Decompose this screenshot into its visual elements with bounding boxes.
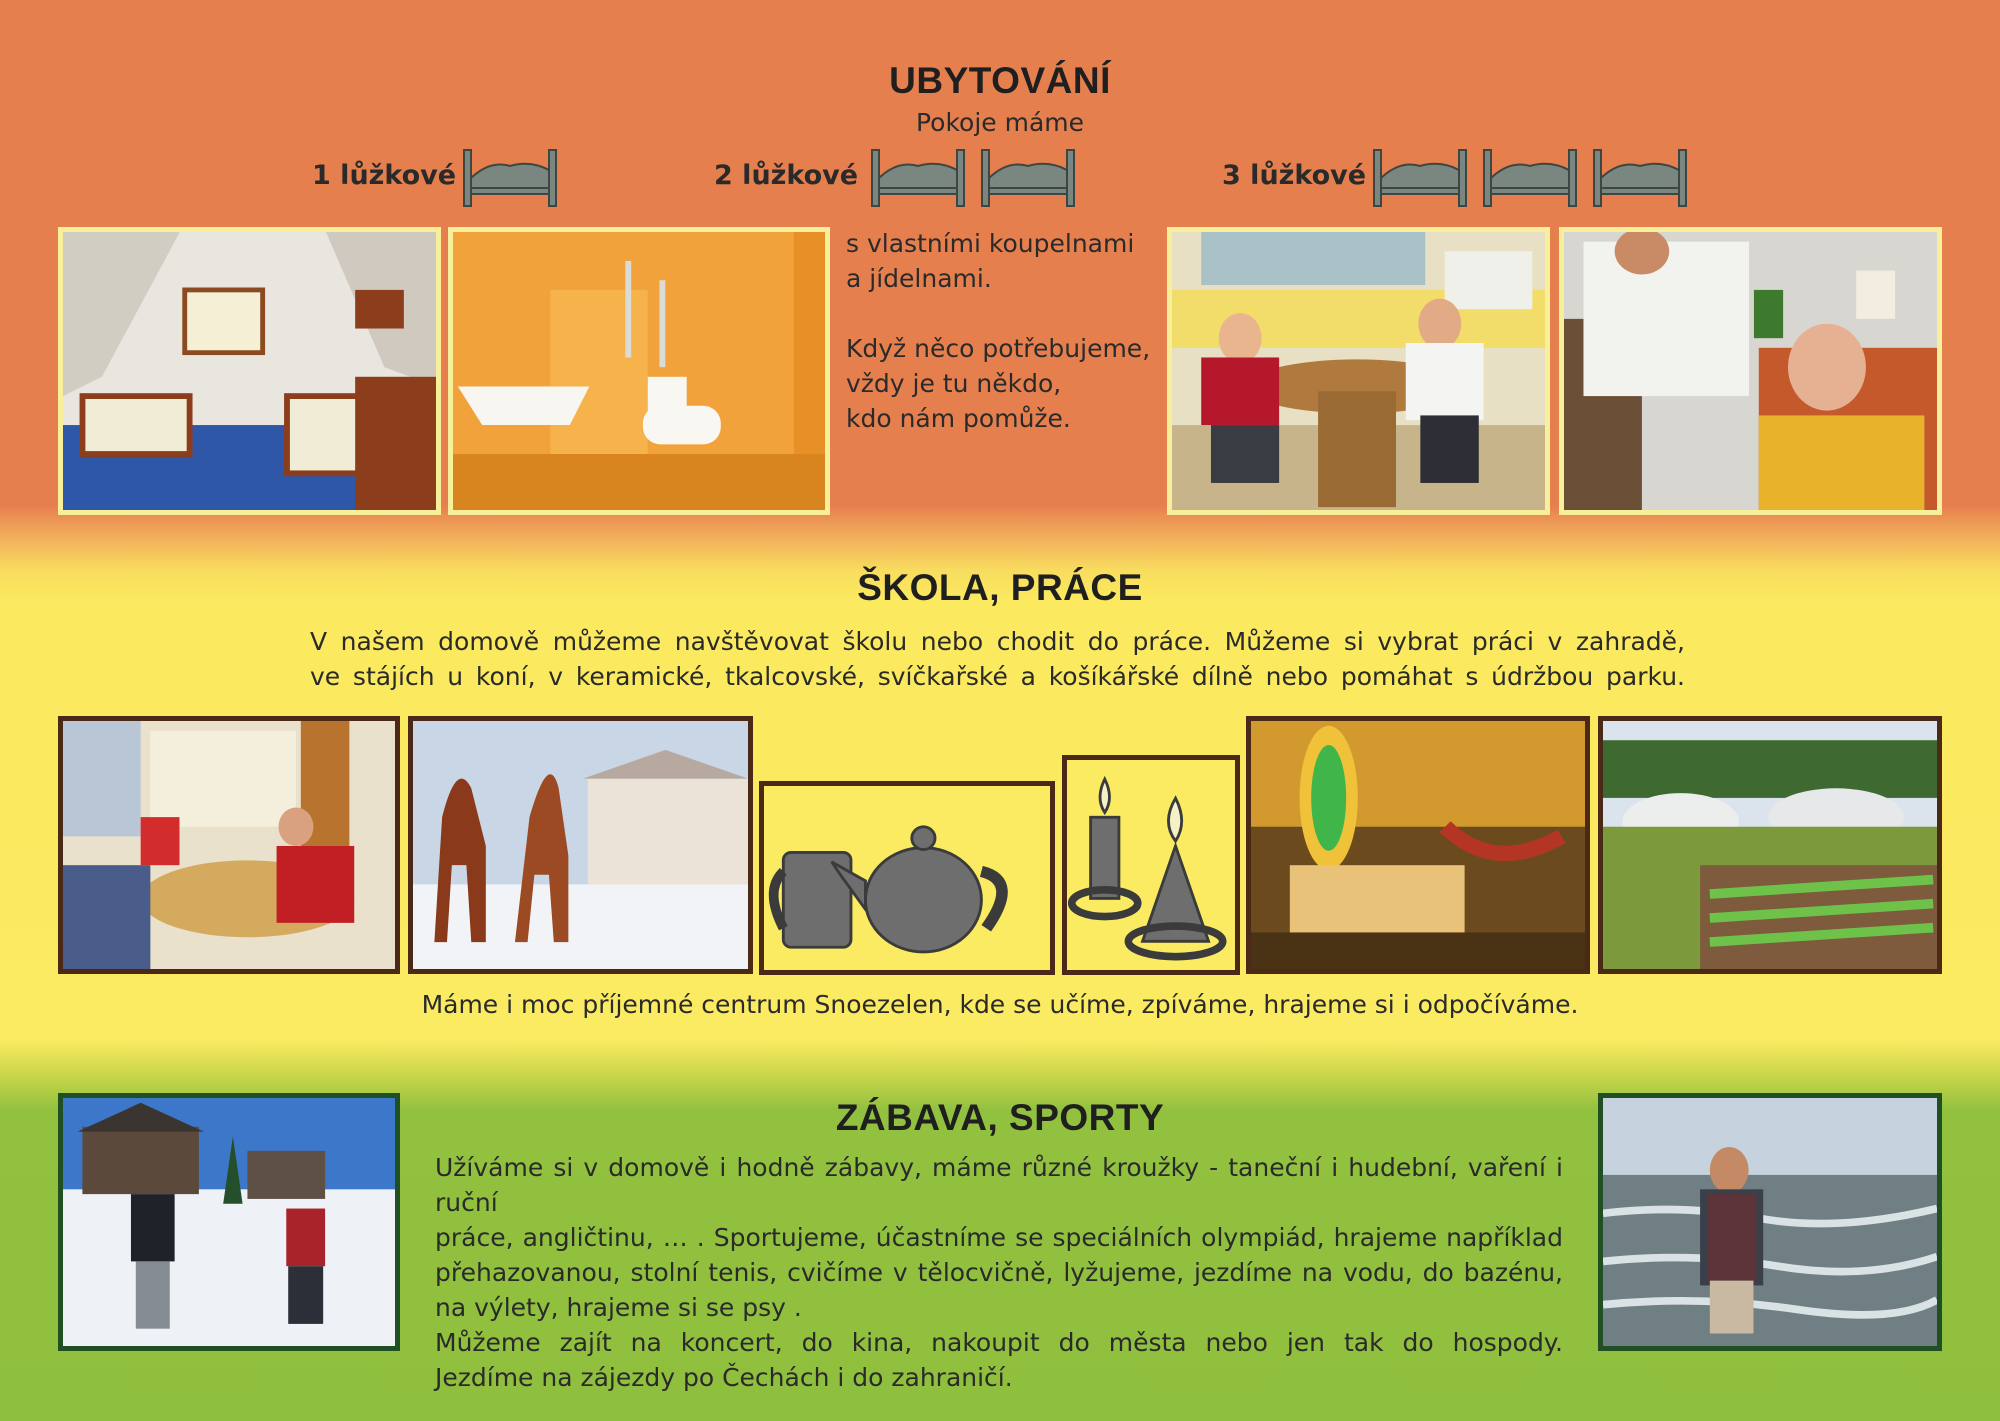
text-line: V našem domově můžeme navštěvovat školu nebo chodit do práce. Můžeme si vybrat práci v zahradě, <box>310 627 1685 656</box>
photo-skiing <box>58 1093 400 1351</box>
snoezelen-caption: Máme i moc příjemné centrum Snoezelen, kde se učíme, zpíváme, hrajeme si i odpočíváme. <box>421 990 1579 1019</box>
school-title: ŠKOLA, PRÁCE <box>857 567 1143 608</box>
photo-classroom <box>58 716 400 974</box>
text-line: a jídelnami. <box>846 264 992 293</box>
text-line: práce, angličtinu, … . Sportujeme, účastníme se speciálních olympiád, hrajeme například <box>435 1223 1563 1252</box>
text-line: Užíváme si v domově i hodně zábavy, máme různé kroužky - taneční i hudební, vaření i ruční <box>435 1153 1563 1217</box>
photo-bathroom <box>448 227 830 515</box>
photo-horses <box>408 716 753 974</box>
bed-icon <box>1480 148 1580 208</box>
photo-bedroom <box>58 227 441 515</box>
accommodation-subtitle: Pokoje máme <box>915 108 1085 137</box>
photo-sea <box>1598 1093 1942 1351</box>
room-label-triple: 3 lůžkové <box>1222 160 1367 191</box>
photo-dining-room <box>1167 227 1550 515</box>
bed-icon <box>1370 148 1470 208</box>
text-line <box>846 296 1156 331</box>
text-line: Jezdíme na zájezdy po Čechách i do zahraničí. <box>435 1363 1013 1392</box>
photo-caregiver-feeding <box>1559 227 1942 515</box>
text-line: vždy je tu někdo, <box>846 369 1062 398</box>
bed-icon <box>978 148 1078 208</box>
fun-text <box>435 1150 1563 1395</box>
candles-icon <box>1062 755 1240 975</box>
accommodation-title: UBYTOVÁNÍ <box>889 60 1111 101</box>
photo-snoezelen <box>1246 716 1590 974</box>
school-text <box>310 624 1685 694</box>
accommodation-text <box>846 226 1156 436</box>
text-line: na výlety, hrajeme si se psy . <box>435 1293 802 1322</box>
bed-icon <box>460 148 560 208</box>
text-line: Můžeme zajít na koncert, do kina, nakoupit do města nebo jen tak do hospody. <box>435 1328 1563 1357</box>
text-line: kdo nám pomůže. <box>846 404 1071 433</box>
room-label-single: 1 lůžkové <box>312 160 457 191</box>
fun-title: ZÁBAVA, SPORTY <box>835 1097 1165 1138</box>
photo-garden <box>1598 716 1942 974</box>
ceramics-icon <box>759 781 1055 975</box>
bed-icon <box>868 148 968 208</box>
room-label-double: 2 lůžkové <box>714 160 859 191</box>
text-line: Když něco potřebujeme, <box>846 334 1151 363</box>
text-line: s vlastními koupelnami <box>846 229 1135 258</box>
text-line: ve stájích u koní, v keramické, tkalcovské, svíčkařské a košíkářské dílně nebo pomáhat s údržbou parku. <box>310 662 1685 691</box>
text-line: přehazovanou, stolní tenis, cvičíme v tělocvičně, lyžujeme, jezdíme na vodu, do bazénu, <box>435 1258 1563 1287</box>
bed-icon <box>1590 148 1690 208</box>
